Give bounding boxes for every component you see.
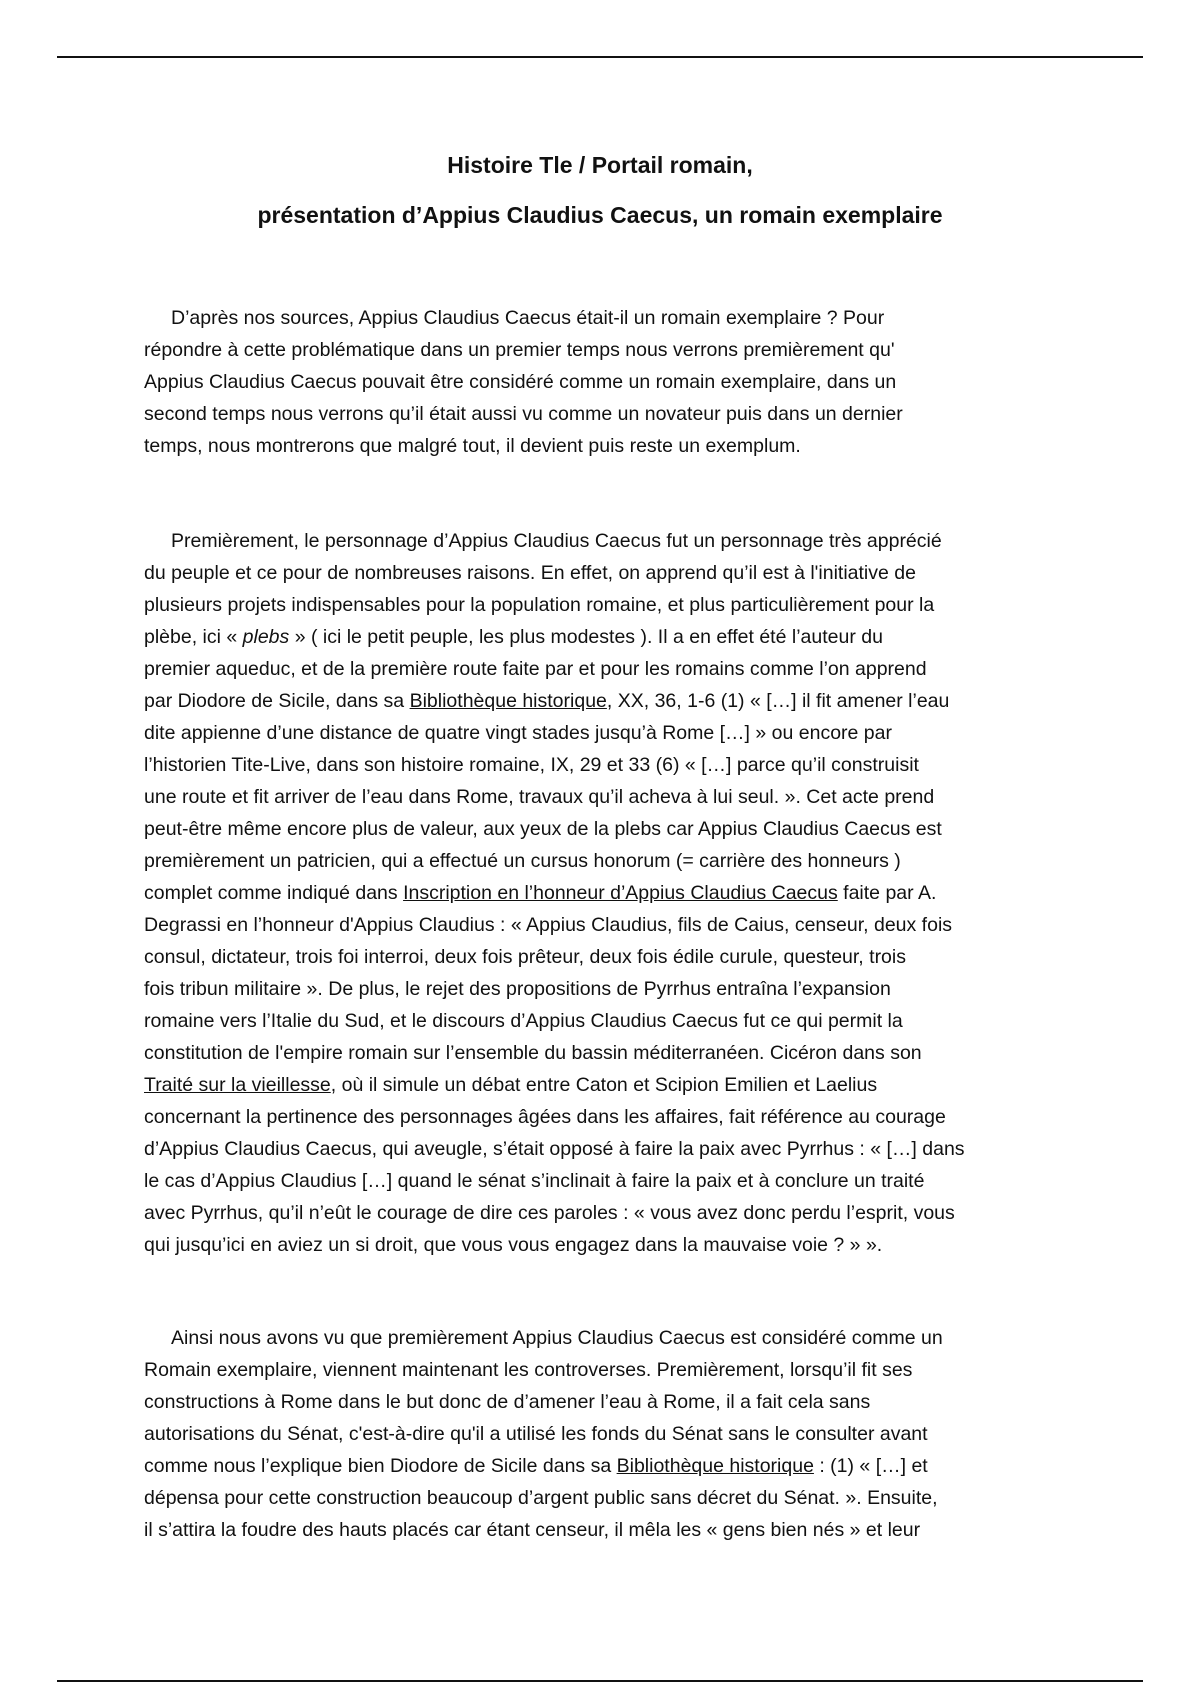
paragraph-line: romaine vers l’Italie du Sud, et le discours d’Appius Claudius Caecus fut ce qui permit la	[144, 1010, 903, 1032]
paragraph-line: Ainsi nous avons vu que premièrement Appius Claudius Caecus est considéré comme un	[171, 1327, 943, 1349]
paragraph-line: répondre à cette problématique dans un premier temps nous verrons premièrement qu'	[144, 339, 895, 361]
paragraph-line	[144, 877, 1059, 909]
text-segment: , où il simule un débat entre Caton et Scipion Emilien et Laelius	[330, 1074, 878, 1096]
paragraph-line: constructions à Rome dans le but donc de d’amener l’eau à Rome, il a fait cela sans	[144, 1391, 871, 1413]
top-rule	[57, 56, 1143, 58]
paragraph-line: il s’attira la foudre des hauts placés car étant censeur, il mêla les « gens bien nés » et leur	[144, 1519, 921, 1541]
title-block	[0, 140, 1200, 240]
paragraph-line: temps, nous montrerons que malgré tout, il devient puis reste un exemplum.	[144, 435, 801, 457]
paragraph-line: autorisations du Sénat, c'est-à-dire qu'il a utilisé les fonds du Sénat sans le consulter avant	[144, 1423, 928, 1445]
paragraph-line	[144, 621, 1059, 653]
paragraph-line: constitution de l'empire romain sur l’ensemble du bassin méditerranéen. Cicéron dans son	[144, 1042, 922, 1064]
paragraph-line: Appius Claudius Caecus pouvait être considéré comme un romain exemplaire, dans un	[144, 371, 897, 393]
text-segment: plèbe, ici «	[144, 626, 243, 648]
paragraph-controversies	[144, 1322, 1059, 1546]
paragraph-line: concernant la pertinence des personnages âgées dans les affaires, fait référence au courage	[144, 1106, 946, 1128]
paragraph-line: D’après nos sources, Appius Claudius Caecus était-il un romain exemplaire ? Pour	[171, 307, 885, 329]
paragraph-line: du peuple et ce pour de nombreuses raisons. En effet, on apprend qu’il est à l'initiative de	[144, 562, 916, 584]
paragraph-line: premier aqueduc, et de la première route faite par et pour les romains comme l’on apprend	[144, 658, 927, 680]
text-segment: , XX, 36, 1-6 (1) « […] il fit amener l’eau	[606, 690, 950, 712]
paragraph-line: avec Pyrrhus, qu’il n’eût le courage de dire ces paroles : « vous avez donc perdu l’esprit, vous	[144, 1202, 955, 1224]
paragraph-line: second temps nous verrons qu’il était aussi vu comme un novateur puis dans un dernier	[144, 403, 903, 425]
underlined-source-title: Bibliothèque historique	[409, 690, 607, 712]
paragraph-line: qui jusqu’ici en aviez un si droit, que vous vous engagez dans la mauvaise voie ? » ».	[144, 1234, 883, 1256]
underlined-source-title: Traité sur la vieillesse	[144, 1074, 331, 1096]
bottom-rule	[57, 1680, 1143, 1682]
paragraph-line: plusieurs projets indispensables pour la population romaine, et plus particulièrement pour la	[144, 594, 935, 616]
text-segment: complet comme indiqué dans	[144, 882, 404, 904]
paragraph-line: consul, dictateur, trois foi interroi, deux fois prêteur, deux fois édile curule, questeur, trois	[144, 946, 906, 968]
paragraph-line	[144, 1069, 1059, 1101]
paragraph-line: Romain exemplaire, viennent maintenant les controverses. Premièrement, lorsqu’il fit ses	[144, 1359, 913, 1381]
paragraph-line: Degrassi en l’honneur d'Appius Claudius : « Appius Claudius, fils de Caius, censeur, deux fois	[144, 914, 953, 936]
paragraph-line: peut-être même encore plus de valeur, aux yeux de la plebs car Appius Claudius Caecus est	[144, 818, 942, 840]
text-segment: par Diodore de Sicile, dans sa	[144, 690, 410, 712]
paragraph-line: une route et fit arriver de l’eau dans Rome, travaux qu’il acheva à lui seul. ». Cet acte prend	[144, 786, 935, 808]
page-subtitle: présentation d’Appius Claudius Caecus, un romain exemplaire	[257, 202, 943, 228]
paragraph-line	[144, 685, 1059, 717]
underlined-source-title: Bibliothèque historique	[616, 1455, 814, 1477]
paragraph-line: fois tribun militaire ». De plus, le rejet des propositions de Pyrrhus entraîna l’expansion	[144, 978, 891, 1000]
paragraph-introduction	[144, 302, 1059, 462]
text-segment: : (1) « […] et	[813, 1455, 928, 1477]
paragraph-line	[144, 1450, 1059, 1482]
text-segment: » ( ici le petit peuple, les plus modestes ). Il a en effet été l’auteur du	[289, 626, 883, 648]
paragraph-line: dépensa pour cette construction beaucoup d’argent public sans décret du Sénat. ». Ensuite,	[144, 1487, 938, 1509]
italic-term-plebs: plebs	[242, 626, 290, 648]
paragraph-line: d’Appius Claudius Caecus, qui aveugle, s’était opposé à faire la paix avec Pyrrhus : « […] dans	[144, 1138, 965, 1160]
paragraph-line: dite appienne d’une distance de quatre vingt stades jusqu’à Rome […] » ou encore par	[144, 722, 892, 744]
paragraph-exemplary-roman	[144, 525, 1059, 1261]
paragraph-line: le cas d’Appius Claudius […] quand le sénat s’inclinait à faire la paix et à conclure un traité	[144, 1170, 925, 1192]
paragraph-line: l’historien Tite-Live, dans son histoire romaine, IX, 29 et 33 (6) « […] parce qu’il construisit	[144, 754, 919, 776]
underlined-source-title: Inscription en l’honneur d’Appius Claudius Caecus	[403, 882, 838, 904]
text-segment: faite par A.	[837, 882, 937, 904]
text-segment: comme nous l’explique bien Diodore de Sicile dans sa	[144, 1455, 617, 1477]
page-title: Histoire Tle / Portail romain,	[447, 152, 753, 178]
paragraph-line: premièrement un patricien, qui a effectué un cursus honorum (= carrière des honneurs )	[144, 850, 901, 872]
paragraph-line: Premièrement, le personnage d’Appius Claudius Caecus fut un personnage très apprécié	[171, 530, 942, 552]
